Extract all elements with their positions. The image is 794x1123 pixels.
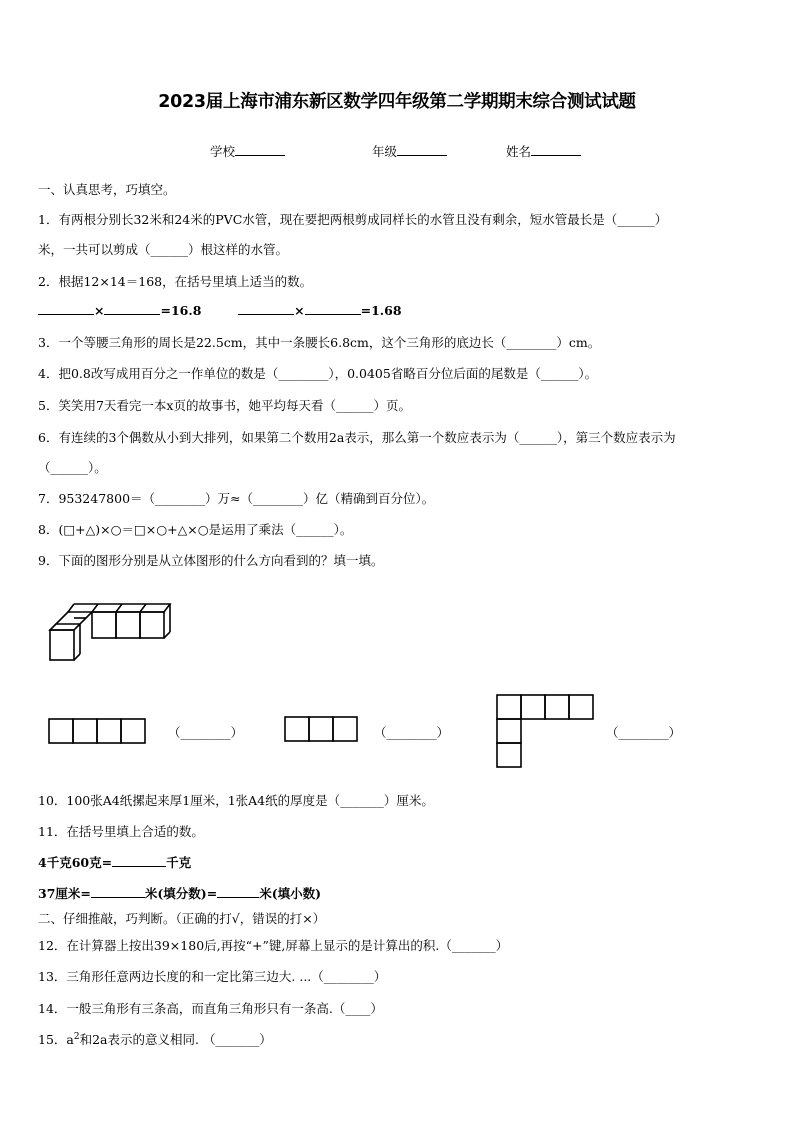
answer-blank[interactable] bbox=[91, 885, 145, 898]
answer-blank[interactable] bbox=[305, 302, 361, 315]
question-14: 14．一般三角形有三条高，而直角三角形只有一条高.（____） bbox=[38, 1001, 383, 1016]
q11a-prefix: 4千克60克= bbox=[38, 855, 113, 870]
page-title: 2023届上海市浦东新区数学四年级第二学期期末综合测试试题 bbox=[158, 92, 636, 112]
q11b-unit: 米(填小数) bbox=[259, 886, 322, 901]
school-label: 学校 bbox=[210, 144, 236, 159]
question-11-part-a bbox=[38, 853, 191, 871]
section-1-heading: 一、认真思考，巧填空。 bbox=[38, 182, 176, 197]
view-figure-3 bbox=[496, 694, 596, 770]
view-3-answer[interactable]: （________） bbox=[606, 725, 682, 740]
q11b-prefix: 37厘米= bbox=[38, 886, 91, 901]
question-5: 5．笑笑用7天看完一本x页的故事书，她平均每天看（______）页。 bbox=[38, 398, 411, 413]
view-2-answer[interactable]: （________） bbox=[374, 725, 450, 740]
name-label: 姓名 bbox=[506, 144, 532, 159]
times-sign: × bbox=[294, 303, 305, 318]
grade-field[interactable] bbox=[372, 142, 447, 160]
question-4: 4．把0.8改写成用百分之一作单位的数是（________），0.0405省略百分位后面的尾数是（______）。 bbox=[38, 366, 598, 381]
grade-label: 年级 bbox=[372, 144, 398, 159]
view-1-answer[interactable]: （________） bbox=[168, 725, 244, 740]
question-12: 12．在计算器上按出39×180后,再按“+”键,屏幕上显示的是计算出的积.（_______） bbox=[38, 938, 509, 953]
answer-blank[interactable] bbox=[238, 302, 294, 315]
q15-exponent: 2 bbox=[73, 1031, 80, 1042]
answer-blank[interactable] bbox=[217, 885, 259, 898]
equals-value: =16.8 bbox=[160, 303, 202, 318]
question-6-line-2: （______）。 bbox=[38, 460, 107, 475]
question-2: 2．根据12×14＝168，在括号里填上适当的数。 bbox=[38, 274, 313, 289]
answer-blank[interactable] bbox=[104, 302, 160, 315]
question-8: 8．(□+△)×○＝□×○+△×○是运用了乘法（______）。 bbox=[38, 522, 353, 537]
q11b-mid: 米(填分数)= bbox=[144, 886, 218, 901]
question-11: 11．在括号里填上合适的数。 bbox=[38, 824, 204, 839]
q15-text: 15．a bbox=[38, 1032, 74, 1047]
school-blank[interactable] bbox=[235, 143, 285, 156]
equals-value: =1.68 bbox=[360, 303, 402, 318]
times-sign: × bbox=[94, 303, 105, 318]
q15-text-rest: 和2a表示的意义相同. （_______） bbox=[79, 1032, 272, 1047]
question-6-line-1: 6．有连续的3个偶数从小到大排列，如果第二个数用2a表示，那么第一个数应表示为（______），第三个数应表示为 bbox=[38, 430, 676, 445]
question-3: 3．一个等腰三角形的周长是22.5cm，其中一条腰长6.8cm，这个三角形的底边长（________）cm。 bbox=[38, 335, 601, 350]
question-7: 7．953247800＝（________）万≈（________）亿（精确到百分位）。 bbox=[38, 491, 435, 506]
question-9: 9．下面的图形分别是从立体图形的什么方向看到的？填一填。 bbox=[38, 553, 384, 568]
question-10: 10．100张A4纸摞起来厚1厘米，1张A4纸的厚度是（_______）厘米。 bbox=[38, 793, 434, 808]
view-figure-2 bbox=[284, 716, 360, 742]
name-blank[interactable] bbox=[531, 143, 581, 156]
view-figure-1 bbox=[48, 718, 148, 744]
question-1-line-2: 米，一共可以剪成（______）根这样的水管。 bbox=[38, 242, 289, 257]
section-2-heading: 二、仔细推敲，巧判断。（正确的打√，错误的打×） bbox=[38, 911, 326, 926]
name-field[interactable] bbox=[506, 142, 581, 160]
school-field[interactable] bbox=[210, 142, 285, 160]
question-11-part-b bbox=[38, 884, 321, 902]
answer-blank[interactable] bbox=[112, 854, 166, 867]
grade-blank[interactable] bbox=[397, 143, 447, 156]
question-13: 13．三角形任意两边长度的和一定比第三边大. ...（________） bbox=[38, 969, 387, 984]
question-2-expression bbox=[38, 302, 402, 318]
solid-figure bbox=[44, 600, 174, 664]
question-15 bbox=[38, 1030, 272, 1048]
answer-blank[interactable] bbox=[38, 302, 94, 315]
q11a-unit: 千克 bbox=[166, 855, 192, 870]
question-1-line-1: 1．有两根分别长32米和24米的PVC水管，现在要把两根剪成同样长的水管且没有剩余，短水管最长是（______） bbox=[38, 212, 668, 227]
